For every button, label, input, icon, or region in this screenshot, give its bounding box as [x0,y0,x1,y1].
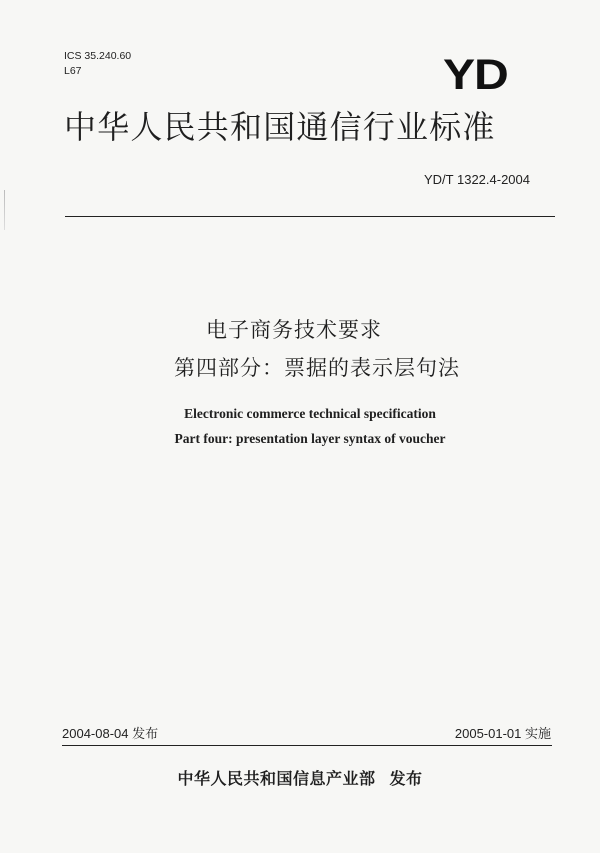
implementation-date: 2005-01-01 实施 [454,726,551,741]
standard-number: YD/T 1322.4-2004 [424,172,530,187]
scan-edge-mark [4,190,5,230]
ics-code: ICS 35.240.60 [64,50,132,62]
publisher-action: 发布 [389,769,423,788]
top-divider [65,216,555,217]
industry-standard-title: 中华人民共和国通信行业标准 [64,108,496,146]
title-en-line2: Part four: presentation layer syntax of voucher [174,431,446,446]
bottom-divider [62,745,552,746]
publisher-line [0,768,600,790]
class-code: L67 [64,65,82,77]
title-cn-line2: 第四部分：票据的表示层句法 [174,356,460,380]
title-cn-line1: 电子商务技术要求 [206,318,382,342]
issue-date: 2004-08-04 发布 [62,726,159,741]
classification-block [64,49,131,79]
title-en-line1: Electronic commerce technical specification [184,406,436,421]
yd-logo: YD [443,51,508,99]
publisher-name: 中华人民共和国信息产业部 [177,769,376,788]
